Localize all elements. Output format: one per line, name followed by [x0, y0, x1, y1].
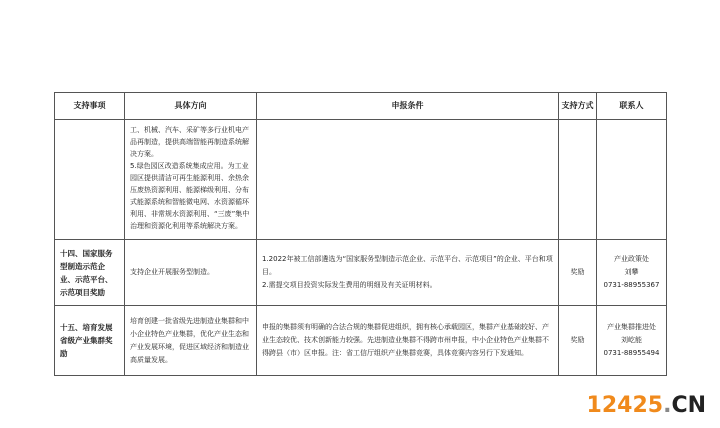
header-item: 支持事项	[55, 93, 125, 120]
contact-dept: 产业集群推进处	[607, 323, 656, 331]
table-header-row	[55, 93, 667, 120]
direction-line: 压废热资源利用、能源梯级利用、分布	[130, 186, 249, 194]
direction-cell: 培育创建一批省级先进制造业集群和中小企业特色产业集群，优化产业生态和产业发展环境，促进区域经济和制造业高质量发展。	[125, 306, 257, 376]
site-watermark	[587, 393, 706, 418]
contact-phone: 0731-88955494	[603, 349, 660, 357]
direction-line: 园区提供清洁可再生能源利用、余热余	[130, 174, 249, 182]
contact-cell	[597, 240, 667, 306]
method-cell: 奖励	[559, 240, 597, 306]
item-cell: 十五、培育发展省级产业集群奖励	[55, 306, 125, 376]
direction-line: 5.绿色园区改造系统集成应用。为工业	[130, 162, 249, 170]
contact-phone: 0731-88955367	[603, 281, 660, 289]
watermark-number: 12425	[586, 393, 664, 418]
contact-cell	[597, 306, 667, 376]
contact-dept: 产业政策处	[614, 255, 649, 263]
conditions-cell	[257, 240, 559, 306]
item-cell: 十四、国家服务型制造示范企业、示范平台、示范项目奖励	[55, 240, 125, 306]
contact-person: 刘屹能	[621, 336, 642, 344]
method-cell: 奖励	[559, 306, 597, 376]
direction-cell	[125, 120, 257, 240]
conditions-cell: 申报的集群须有明确的合法合规的集群促进组织，拥有核心承载园区，集群产业基础较好、产业生态较优、技术创新能力较强。先进制造业集群不得跨市州申报，中小企业特色产业集群不得跨县（市）区申报。注：省工信厅组织产业集群竞赛，具体竞赛内容另行下发通知。	[257, 306, 559, 376]
direction-line: 利用、非常规水资源利用、“三废”集中	[130, 210, 250, 218]
contact-cell-empty	[597, 120, 667, 240]
direction-line: 品再制造，提供高端智能再制造系统解	[130, 138, 249, 146]
policy-table	[54, 92, 667, 376]
header-direction: 具体方向	[125, 93, 257, 120]
direction-line: 决方案。	[130, 150, 158, 158]
item-cell-empty	[55, 120, 125, 240]
direction-line: 式能源系统和智能微电网、水资源循环	[130, 198, 249, 206]
contact-person: 刘攀	[624, 268, 639, 276]
watermark-suffix: CN	[671, 393, 706, 418]
header-method: 支持方式	[559, 93, 597, 120]
table-row-continued	[55, 120, 667, 240]
header-conditions: 申报条件	[257, 93, 559, 120]
watermark-dot: .	[663, 393, 672, 418]
header-contact: 联系人	[597, 93, 667, 120]
table-row	[55, 306, 667, 376]
method-cell-empty	[559, 120, 597, 240]
condition-line: 1.2022年被工信部遴选为“国家服务型制造示范企业、示范平台、示范项目”的企业、平台和项目。	[262, 255, 553, 276]
table-row	[55, 240, 667, 306]
direction-line: 治理和资源化利用等系统解决方案。	[130, 222, 242, 230]
condition-line: 2.需提交项目投资实际发生费用的明细及有关证明材料。	[262, 281, 437, 289]
direction-cell: 支持企业开展服务型制造。	[125, 240, 257, 306]
conditions-cell-empty	[257, 120, 559, 240]
direction-line: 工、机械、汽车、采矿等多行业机电产	[130, 126, 249, 134]
